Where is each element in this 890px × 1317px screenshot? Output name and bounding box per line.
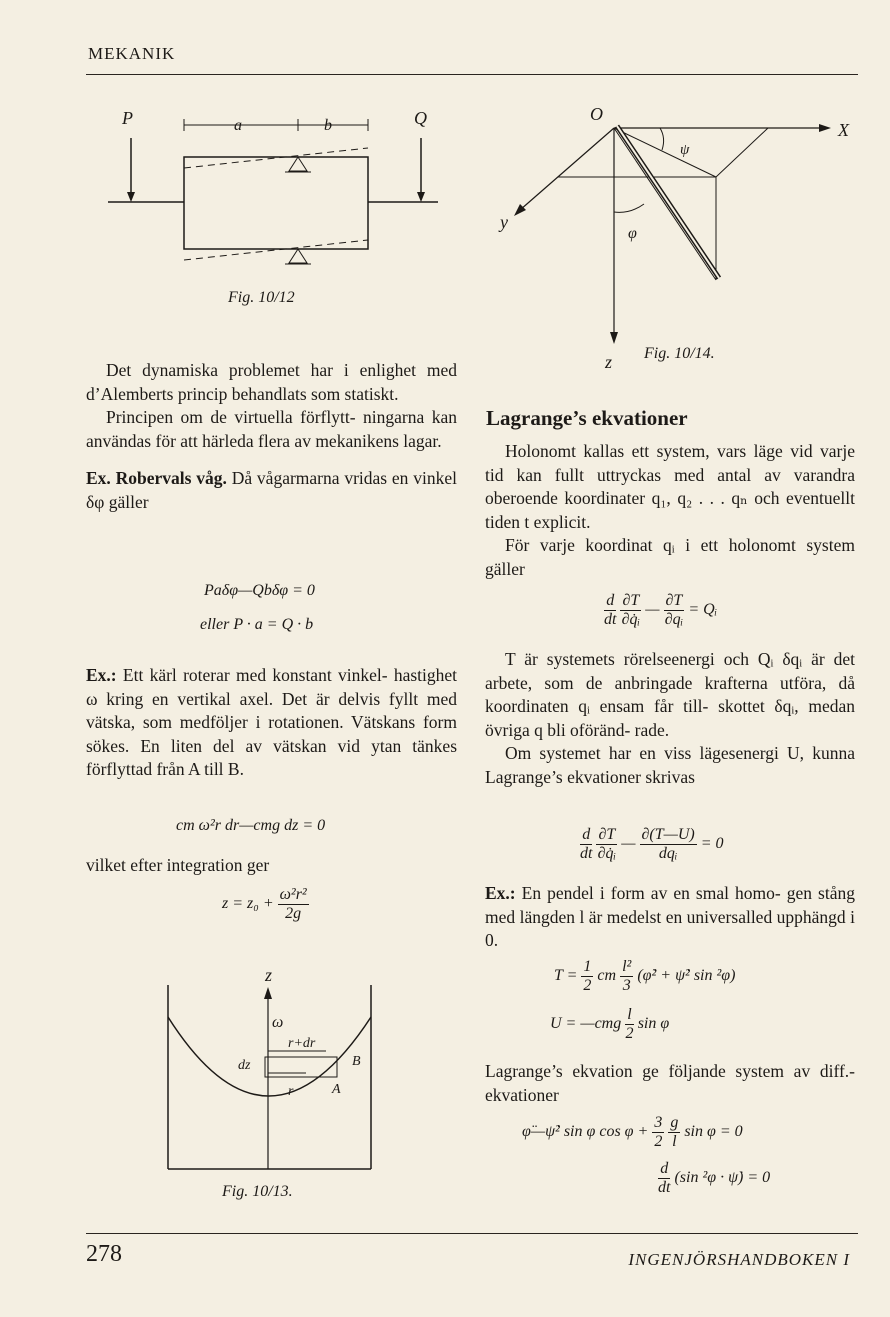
label-z: z — [265, 965, 273, 985]
right-column-mid — [485, 648, 855, 789]
paragraph: Om systemet har en viss lägesenergi U, kunna Lagrange’s ekvationer skrivas — [485, 743, 855, 787]
lagrange-equation-potential: $\frac{d}{dt}$ $\frac{\partial T}{\text{∂q̇ᵢ}}$ — $\frac{\partial(T—U)}{\text{dqᵢ}}$ = 0 — [580, 826, 724, 862]
fig13-caption: Fig. 10/13. — [222, 1183, 293, 1200]
kinetic-energy-equation: T = $\frac{1}{2}$ cm $\frac{\text{l²}}{3}$ (φ̇² + ψ̇² sin ²φ) — [554, 958, 736, 994]
fig12-caption: Fig. 10/12 — [228, 289, 295, 306]
paragraph: vilket efter integration ger — [86, 855, 270, 875]
paragraph: För varje koordinat qᵢ i ett holonomt system gäller — [485, 535, 855, 579]
diff-equation-2: $\frac{d}{dt}$ (sin ²φ · ψ̇) = 0 — [658, 1160, 771, 1196]
figure-10-12 — [100, 100, 450, 280]
diff-equation-1: φ̈—ψ̇² sin φ cos φ + $\frac{3}{2}$ $\frac{g}{l}$ sin φ = 0 — [522, 1114, 743, 1150]
example-pendulum: Ex.: En pendel i form av en smal homo- gen stång med längden l är medelst en universalled upphängd i 0. — [485, 883, 855, 950]
example-heading: Ex.: — [86, 665, 117, 685]
paragraph: T är systemets rörelseenergi och Qᵢ δqᵢ är det arbete, som de anbringade krafterna utföra, då koordinaten qᵢ ensam får till- skottet δqᵢ, medan övriga q bli oföränd- rade. — [485, 649, 855, 740]
equation: eller P · a = Q · b — [200, 616, 314, 633]
equation: cm ω²r dr—cmg dz = 0 — [176, 817, 326, 834]
example-roberval: Ex. Robervals våg. Då vågarmarna vridas en vinkel δφ gäller — [86, 468, 457, 512]
example-heading: Ex. Robervals våg. — [86, 468, 227, 488]
header-rule — [86, 74, 858, 75]
label-dz: dz — [238, 1058, 251, 1073]
potential-energy-equation: U = —cmg $\frac{l}{2}$ sin φ — [550, 1006, 670, 1042]
right-column-example — [485, 882, 855, 953]
label-omega: ω — [272, 1014, 284, 1031]
label-z: z — [605, 352, 613, 372]
label-phi: φ — [628, 225, 637, 242]
right-column-low — [485, 1060, 855, 1107]
paragraph: Det dynamiska problemet har i enlighet med d’Alemberts princip behandlats som statiskt. — [86, 360, 457, 404]
left-column-mid — [86, 664, 457, 782]
equation: Paδφ—Qbδφ = 0 — [204, 582, 315, 599]
label-a: A — [332, 1082, 341, 1097]
page-number: 278 — [86, 1241, 122, 1267]
example-rotating-vessel: Ex.: Ett kärl roterar med konstant vinkel- hastighet ω kring en vertikal axel. Det är delvis fyllt med vätska, som medföljer i rotationen. Vätskans form sökes. En liten del av vätskan vid ytan tänkes förflyttad från A till B. — [86, 665, 457, 779]
book-title: INGENJÖRSHANDBOKEN I — [628, 1250, 850, 1269]
left-column-low — [86, 854, 457, 878]
right-column-top — [485, 440, 855, 581]
example-heading: Ex.: — [485, 883, 516, 903]
label-x: X — [838, 120, 849, 140]
label-a: a — [234, 117, 242, 134]
left-column-top — [86, 359, 457, 514]
section-heading: Lagrange’s ekvationer — [486, 406, 688, 430]
label-b: B — [352, 1054, 361, 1069]
footer-rule — [86, 1233, 858, 1234]
label-r-dr: r+dr — [288, 1036, 316, 1051]
equation-integrated: z = z₀ + $\frac{\text{ω²r²}}{2g}$ — [222, 886, 307, 922]
lagrange-equation: $\frac{d}{dt}$ $\frac{\partial T}{\text{∂q̇ᵢ}}$ — $\frac{\partial T}{\text{∂qᵢ}}$ = Qᵢ — [604, 592, 718, 628]
label-psi: ψ — [680, 142, 690, 158]
fig14-caption: Fig. 10/14. — [644, 345, 715, 362]
label-y: y — [500, 212, 508, 232]
figure-10-13 — [160, 965, 380, 1175]
paragraph: Lagrange’s ekvation ge följande system av diff.-ekvationer — [485, 1061, 855, 1105]
label-q: Q — [414, 108, 427, 128]
running-header: MEKANIK — [88, 44, 176, 63]
figure-10-14 — [490, 100, 860, 370]
label-r: r — [288, 1084, 294, 1099]
label-o: O — [590, 104, 603, 124]
paragraph: Holonomt kallas ett system, vars läge vid varje tid kan fullt uttryckas med antal av varandra oberoende koordinater q₁, q₂ . . . qₙ och eventuellt tiden t explicit. — [485, 441, 855, 532]
paragraph: Principen om de virtuella förflytt- ningarna kan användas för att härleda flera av mekanikens lagar. — [86, 407, 457, 451]
label-b: b — [324, 117, 332, 134]
label-p: P — [122, 108, 133, 128]
